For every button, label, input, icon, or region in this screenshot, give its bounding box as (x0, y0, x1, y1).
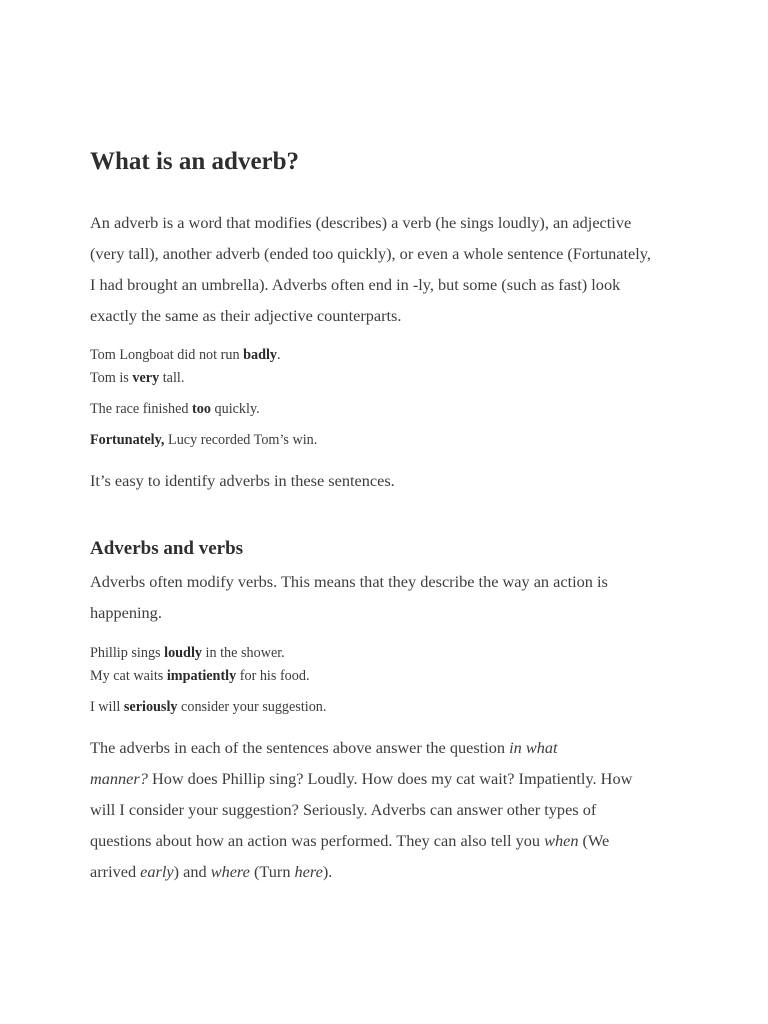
explanation-line-3: will I consider your suggestion? Seriously. Adverbs can answer other types of (90, 800, 597, 819)
adverb-highlight: impatiently (166, 668, 237, 684)
section-intro-line-1: Adverbs often modify verbs. This means that they describe the way an action is (90, 572, 608, 591)
example-sentence: The race finished too quickly. (90, 401, 260, 417)
page-title: What is an adverb? (90, 148, 300, 175)
example-sentence: Tom Longboat did not run badly. (90, 347, 281, 363)
explanation-line-4: questions about how an action was performed. They can also tell you when (We (90, 831, 610, 850)
adverb-highlight: Fortunately, (90, 432, 165, 448)
adverb-highlight: loudly (164, 645, 202, 661)
adverb-highlight: badly (243, 347, 278, 363)
explanation-line-1: The adverbs in each of the sentences above answer the question in what (90, 738, 558, 757)
closing-paragraph: It’s easy to identify adverbs in these sentences. (90, 471, 395, 490)
intro-line-4: exactly the same as their adjective counterparts. (90, 306, 402, 325)
example-sentence: Phillip sings loudly in the shower. (90, 645, 285, 661)
adverb-highlight: too (192, 401, 211, 417)
adverb-highlight: very (132, 370, 160, 386)
example-sentence: My cat waits impatiently for his food. (90, 668, 310, 684)
explanation-line-5: arrived early) and where (Turn here). (90, 862, 333, 881)
section-intro-paragraph (90, 566, 690, 628)
explanation-paragraph (90, 732, 690, 887)
adverb-highlight: seriously (123, 699, 178, 715)
example-sentence: I will seriously consider your suggestion. (90, 699, 327, 715)
intro-paragraph (90, 207, 690, 331)
intro-line-2: (very tall), another adverb (ended too quickly), or even a whole sentence (Fortunately, (90, 244, 651, 263)
intro-line-1: An adverb is a word that modifies (describes) a verb (he sings loudly), an adjective (90, 213, 632, 232)
intro-line-3: I had brought an umbrella). Adverbs often end in -ly, but some (such as fast) look (90, 275, 621, 294)
section-intro-line-2: happening. (90, 603, 162, 622)
example-sentence: Tom is very tall. (90, 370, 185, 386)
section-heading: Adverbs and verbs (90, 538, 244, 559)
explanation-line-2: manner? How does Phillip sing? Loudly. How does my cat wait? Impatiently. How (90, 769, 633, 788)
example-sentence: Fortunately, Lucy recorded Tom’s win. (90, 432, 318, 448)
